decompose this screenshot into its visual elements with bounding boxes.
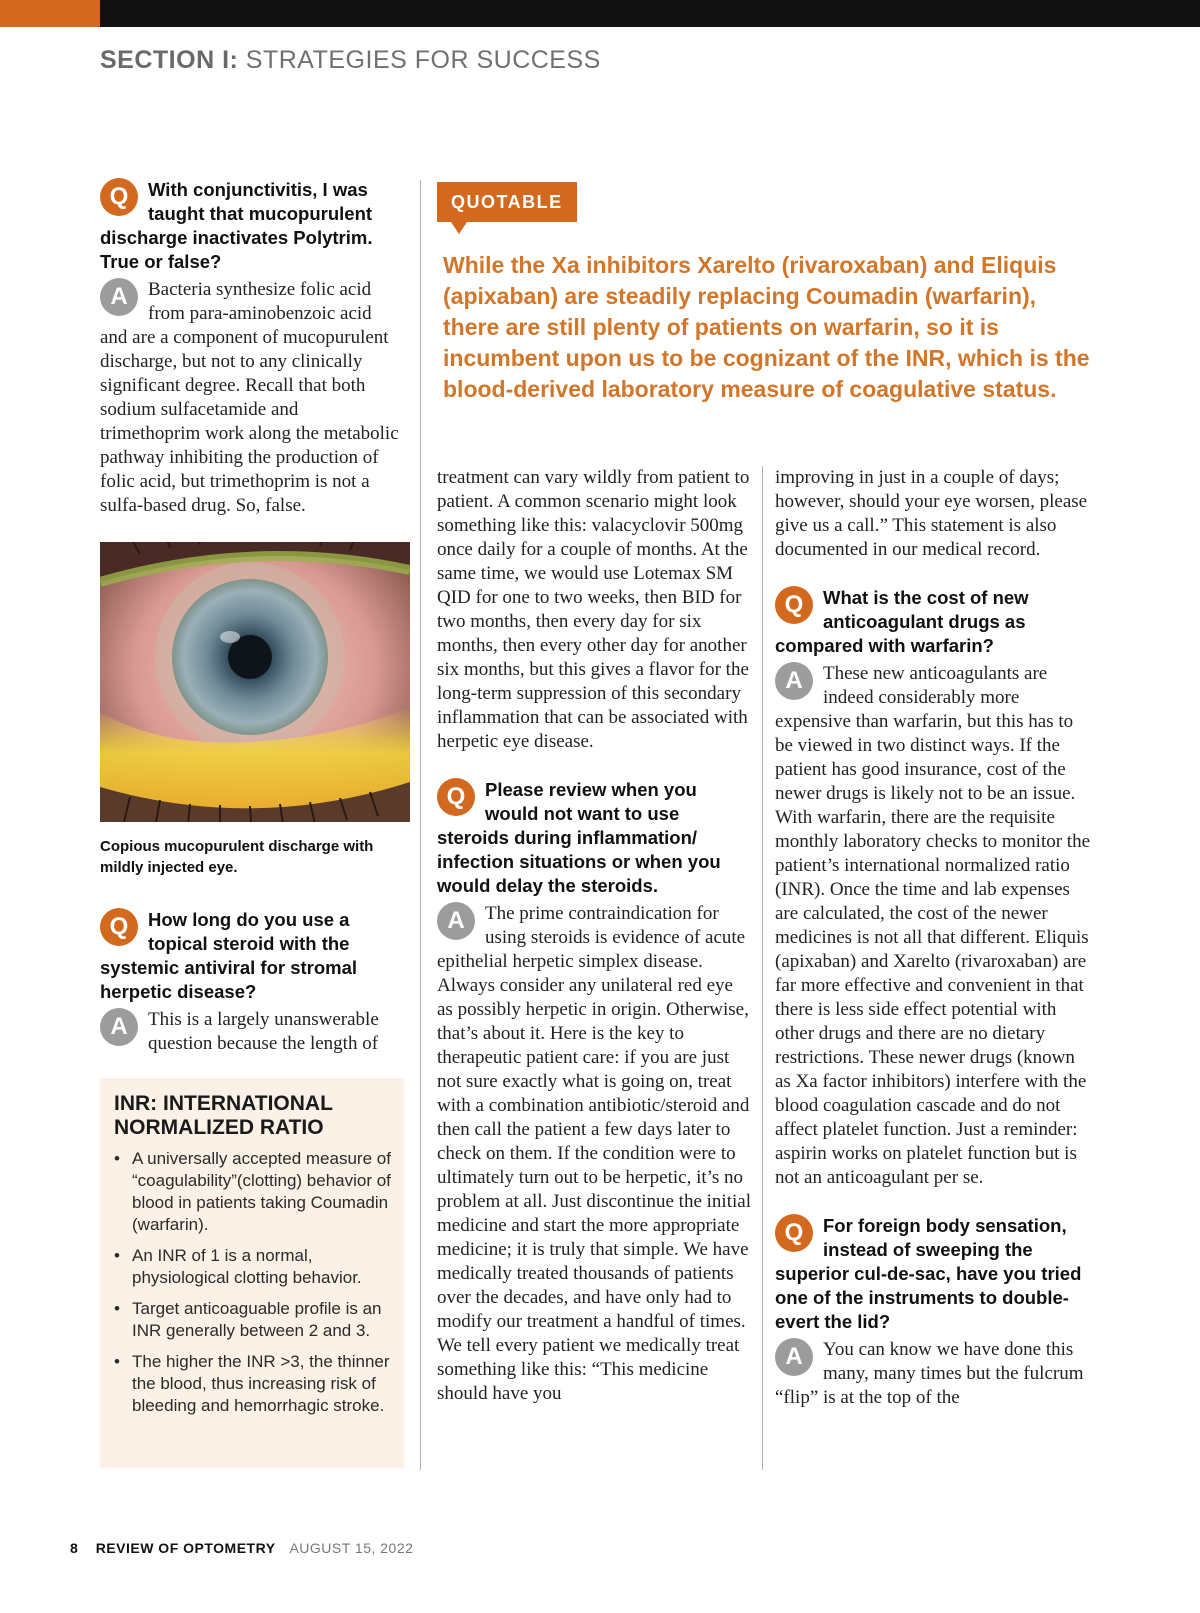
issue-date: AUGUST 15, 2022 [289,1540,414,1556]
question-badge-icon: Q [775,1214,813,1252]
question-text: How long do you use a topical steroid with the systemic antiviral for stromal herpetic disease? [100,909,358,1002]
sidebar-list-item: • Target anticoaguable profile is an INR generally between 2 and 3. [114,1299,382,1340]
section-label: SECTION I: [100,46,239,74]
image-caption: Copious mucopurulent discharge with mildly injected eye. [100,838,374,876]
qa-conjunctivitis [100,178,402,518]
left-column [100,178,402,1056]
question-text: For foreign body sensation, instead of sweeping the superior cul-de-sac, have you tried one of the instruments to double-evert the lid? [775,1215,1082,1332]
answer-text: This is a largely unanswerable question because the length of [148,1009,379,1054]
question-text: What is the cost of new anticoagulant drugs as compared with warfarin? [775,587,1029,656]
page-number: 8 [70,1540,78,1556]
sidebar-list-item: • A universally accepted measure of “coagulability”(clotting) behavior of blood in patients taking Coumadin (warfarin). [114,1149,391,1234]
continued-text: treatment can vary wildly from patient to patient. A common scenario might look something like this: valacyclovir 500mg once daily for a couple of months. At the same time, we would use Lotemax SM QID for one to two weeks, then BID for two months, then every day for six months, then every other day for another six months, but this gives a flavor for the long-term suppression of this secondary inflammation that can be associated with herpetic eye disease. [437,467,750,752]
qa-anticoagulant-cost [775,586,1093,1190]
sidebar-list [114,1148,396,1426]
continued-text: improving in just in a couple of days; however, should your eye worsen, please give us a call.” This statement is also documented in our medical record. [775,467,1088,560]
question-text: Please review when you would not want to use steroids during inflammation/ infection situations or when you would delay the steroids. [437,779,721,896]
answer-badge-icon: A [100,278,138,316]
answer-text: Bacteria synthesize folic acid from para-aminobenzoic acid and are a component of mucopurulent discharge, but not to any clinically significant degree. Recall that both sodium sulfacetamide and trimethoprim work along the metabolic pathway inhibiting the production of folic acid, but trimethoprim is not a sulfa-based drug. So, false. [100,279,399,516]
magazine-name: REVIEW OF OPTOMETRY [95,1540,276,1556]
eye-illustration [100,542,410,822]
sidebar-list-item: • An INR of 1 is a normal, physiological clotting behavior. [114,1246,362,1287]
answer-badge-icon: A [100,1008,138,1046]
sidebar-list-item: • The higher the INR >3, the thinner the blood, thus increasing risk of bleeding and hemorrhagic stroke. [114,1352,390,1415]
page-footer [70,1540,413,1556]
inr-sidebar [100,1078,404,1468]
quotable-tag: QUOTABLE [437,182,577,222]
question-text: With conjunctivitis, I was taught that mucopurulent discharge inactivates Polytrim. True or false? [100,179,373,272]
qa-stromal-herpetic [100,908,402,1056]
bullet-icon: • [114,1246,120,1265]
bullet-icon: • [114,1299,120,1318]
question-badge-icon: Q [100,908,138,946]
middle-column [437,466,751,1406]
answer-text: You can know we have done this many, many times but the fulcrum “flip” is at the top of the [775,1339,1084,1408]
question-badge-icon: Q [775,586,813,624]
answer-badge-icon: A [775,1338,813,1376]
bullet-icon: • [114,1149,120,1168]
column-divider [420,180,421,1470]
quotable-tail [451,222,467,234]
sidebar-title: INR: INTERNATIONAL NORMALIZED RATIO [114,1092,333,1139]
pull-quote: While the Xa inhibitors Xarelto (rivaroxaban) and Eliquis (apixaban) are steadily replacing Coumadin (warfarin), there are still plenty of patients on warfarin, so it is incumbent upon us to be cognizant of the INR, which is the blood-derived laboratory measure of coagulative status. [443,252,1090,402]
answer-text: The prime contraindication for using steroids is evidence of acute epithelial herpetic simplex disease. Always consider any unilateral red eye as possibly herpetic in origin. Otherwise, that’s about it. Here is the key to therapeutic patient care: if you are just not sure exactly what is going on, treat with a combination antibiotic/steroid and then call the patient a few days later to check on them. If the condition were to ultimately turn out to be herpetic, it’s no problem at all. Just discontinue the initial medicine and start the more appropriate medicine; it is truly that simple. We have medically treated thousands of patients over the decades, and have only had to modify our treatment a handful of times. We tell every patient we medically treat something like this: “This medicine should have you [437,903,751,1404]
qa-foreign-body [775,1214,1093,1410]
answer-badge-icon: A [437,902,475,940]
question-badge-icon: Q [437,778,475,816]
section-header [100,46,601,75]
qa-steroid-contraindications [437,778,751,1406]
top-bar-accent [0,0,100,27]
eye-photo [100,542,410,822]
answer-badge-icon: A [775,662,813,700]
question-badge-icon: Q [100,178,138,216]
section-title: STRATEGIES FOR SUCCESS [245,46,601,74]
top-bar [0,0,1200,27]
bullet-icon: • [114,1352,120,1371]
column-divider [762,466,763,1470]
right-column [775,466,1093,1410]
answer-text: These new anticoagulants are indeed considerably more expensive than warfarin, but this has to be viewed in two distinct ways. If the patient has good insurance, cost of the newer drugs is likely not to be an issue. With warfarin, there are the requisite monthly laboratory checks to monitor the patient’s international normalized ratio (INR). Once the time and lab expenses are calculated, the cost of the newer medicines is not all that different. Eliquis (apixaban) and Xarelto (rivaroxaban) are far more effective and convenient in that there is less side effect potential with other drugs and there are no dietary restrictions. These newer drugs (known as Xa factor inhibitors) interfere with the blood coagulation cascade and do not affect platelet function. Just a reminder: aspirin works on platelet function but is not an anticoagulant per se. [775,663,1091,1188]
